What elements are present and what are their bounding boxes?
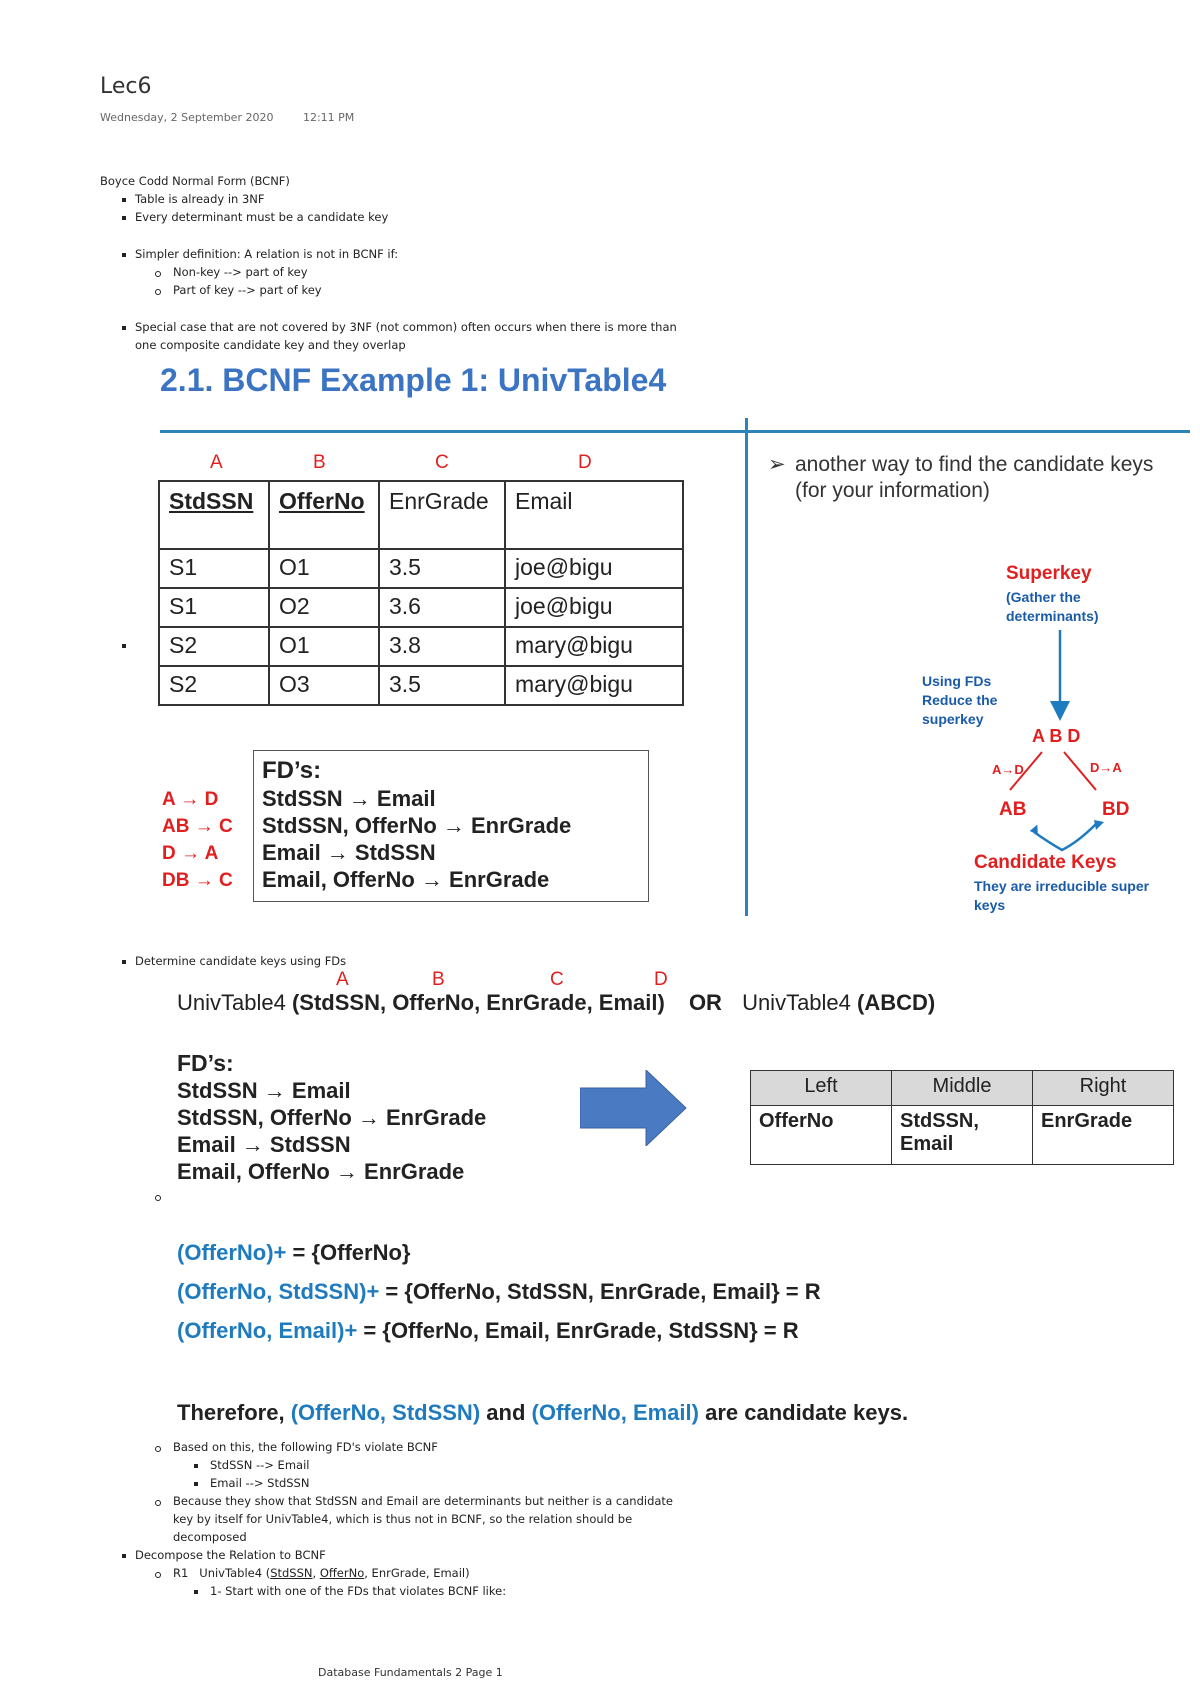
diagram-superkey: Superkey bbox=[1006, 563, 1092, 584]
column-label-d: D bbox=[578, 452, 592, 473]
table-header-cell: StdSSN bbox=[159, 481, 269, 549]
table-cell: S1 bbox=[159, 549, 269, 588]
note-violations: Based on this, the following FD's violate BCNF bbox=[173, 1440, 438, 1454]
fd-full-4: Email, OfferNo → EnrGrade bbox=[262, 867, 550, 892]
table-cell: O3 bbox=[269, 666, 379, 705]
table-header-row bbox=[751, 1071, 1174, 1106]
bullet-marker bbox=[122, 960, 126, 964]
right-arrow-icon bbox=[580, 1070, 690, 1146]
column-label-c: C bbox=[435, 452, 449, 473]
bullet-marker bbox=[122, 1554, 126, 1558]
bullet-marker bbox=[122, 216, 126, 220]
page-title: Lec6 bbox=[100, 74, 152, 99]
notes-heading: Boyce Codd Normal Form (BCNF) bbox=[100, 174, 290, 188]
sub-bullet-marker bbox=[155, 1500, 161, 1506]
table-cell: S2 bbox=[159, 627, 269, 666]
fd-short-3: D → A bbox=[162, 843, 219, 864]
page-date: Wednesday, 2 September 2020 bbox=[100, 111, 274, 124]
table-cell: StdSSN, Email bbox=[892, 1106, 1033, 1165]
diagram-arrows-icon bbox=[960, 620, 1160, 860]
column-label-d: D bbox=[654, 969, 668, 990]
column-label-b: B bbox=[313, 452, 326, 473]
sub-bullet-marker bbox=[155, 271, 161, 277]
table-cell: 3.5 bbox=[379, 549, 505, 588]
fd-full-3: Email → StdSSN bbox=[262, 840, 436, 865]
table-header-row bbox=[159, 481, 683, 549]
relation-line bbox=[177, 990, 935, 1016]
column-label-a: A bbox=[336, 969, 349, 990]
fd-full-1: StdSSN → Email bbox=[262, 786, 436, 811]
univtable4-table bbox=[158, 480, 684, 706]
note-violation-1: StdSSN --> Email bbox=[210, 1458, 310, 1472]
fd-full-2: StdSSN, OfferNo → EnrGrade bbox=[262, 813, 572, 838]
slide-divider-horizontal bbox=[160, 430, 1190, 433]
note-because-line1: Because they show that StdSSN and Email are determinants but neither is a candidate bbox=[173, 1494, 673, 1508]
diagram-right-fd: D→A bbox=[1090, 760, 1122, 775]
table-cell: 3.5 bbox=[379, 666, 505, 705]
relation-alt-name: UnivTable4 bbox=[742, 990, 851, 1015]
note-bullet-2: Every determinant must be a candidate key bbox=[135, 210, 389, 224]
relation-attrs: (StdSSN, OfferNo, EnrGrade, Email) bbox=[291, 990, 665, 1015]
bullet-marker bbox=[122, 198, 126, 202]
note-sub-bullet-3b: Part of key --> part of key bbox=[173, 283, 322, 297]
diagram-bd: BD bbox=[1102, 799, 1130, 820]
table-header-cell: Middle bbox=[892, 1071, 1033, 1106]
page-time: 12:11 PM bbox=[302, 111, 355, 124]
table-cell: 3.8 bbox=[379, 627, 505, 666]
note-sub-bullet-3a: Non-key --> part of key bbox=[173, 265, 308, 279]
closure-1: (OfferNo)+ = {OfferNo} bbox=[177, 1240, 411, 1265]
sub-bullet-marker bbox=[155, 1446, 161, 1452]
table-header-cell: Right bbox=[1033, 1071, 1174, 1106]
diagram-gather-note: (Gather the determinants) bbox=[1006, 589, 1099, 624]
note-bullet-4-line1: Special case that are not covered by 3NF (not common) often occurs when there is more than bbox=[135, 320, 677, 334]
fd-short-2: AB → C bbox=[162, 816, 233, 837]
table-row bbox=[751, 1106, 1174, 1165]
page-footer: Database Fundamentals 2 Page 1 bbox=[318, 1666, 503, 1679]
table-cell: O2 bbox=[269, 588, 379, 627]
bullet-marker bbox=[194, 1590, 198, 1594]
column-label-c: C bbox=[550, 969, 564, 990]
closure-3: (OfferNo, Email)+ = {OfferNo, Email, EnrGrade, StdSSN} = R bbox=[177, 1318, 799, 1343]
column-label-b: B bbox=[432, 969, 445, 990]
table-cell: mary@bigu bbox=[505, 627, 683, 666]
closure-2: (OfferNo, StdSSN)+ = {OfferNo, StdSSN, EnrGrade, Email} = R bbox=[177, 1279, 821, 1304]
fd-list-item-2: StdSSN, OfferNo → EnrGrade bbox=[177, 1105, 487, 1130]
table-cell: O1 bbox=[269, 627, 379, 666]
bullet-marker bbox=[194, 1464, 198, 1468]
table-cell: mary@bigu bbox=[505, 666, 683, 705]
fd-list-item-1: StdSSN → Email bbox=[177, 1078, 351, 1103]
relation-or: OR bbox=[688, 990, 722, 1015]
therefore-line: Therefore, (OfferNo, StdSSN) and (OfferNo, Email) are candidate keys. bbox=[177, 1400, 909, 1425]
table-cell: S2 bbox=[159, 666, 269, 705]
relation-alt-attrs: (ABCD) bbox=[857, 990, 936, 1015]
fd-list-title: FD’s: bbox=[177, 1050, 234, 1076]
note-because-line2: key by itself for UnivTable4, which is thus not in BCNF, so the relation should be bbox=[173, 1512, 633, 1526]
note-step1: 1- Start with one of the FDs that violates BCNF like: bbox=[210, 1584, 507, 1598]
diagram-using-fds-note: Using FDs Reduce the superkey bbox=[922, 673, 998, 727]
sub-bullet-marker bbox=[155, 1195, 161, 1201]
bullet-marker bbox=[194, 1482, 198, 1486]
table-cell: O1 bbox=[269, 549, 379, 588]
relation-name: UnivTable4 bbox=[177, 990, 286, 1015]
table-row bbox=[159, 549, 683, 588]
note-bullet-1: Table is already in 3NF bbox=[135, 192, 265, 206]
arrow-bullet-icon: ➢ bbox=[768, 453, 786, 476]
diagram-irreducible-note: They are irreducible super keys bbox=[974, 878, 1150, 913]
table-row bbox=[159, 666, 683, 705]
table-cell: 3.6 bbox=[379, 588, 505, 627]
table-header-cell: Left bbox=[751, 1071, 892, 1106]
slide-divider-vertical bbox=[745, 418, 748, 916]
note-bullet-4-line2: one composite candidate key and they overlap bbox=[135, 338, 406, 352]
fd-box-title: FD’s: bbox=[262, 757, 322, 784]
table-cell: OfferNo bbox=[751, 1106, 892, 1165]
note-decompose: Decompose the Relation to BCNF bbox=[135, 1548, 326, 1562]
fd-list-item-4: Email, OfferNo → EnrGrade bbox=[177, 1159, 465, 1184]
slide-title: 2.1. BCNF Example 1: UnivTable4 bbox=[160, 362, 667, 398]
fd-short-4-visible: DB → C bbox=[162, 870, 233, 891]
page-dateline bbox=[100, 111, 380, 124]
note-violation-2: Email --> StdSSN bbox=[210, 1476, 310, 1490]
column-label-a: A bbox=[210, 452, 223, 473]
fd-list-item-3: Email → StdSSN bbox=[177, 1132, 351, 1157]
table-header-cell: EnrGrade bbox=[379, 481, 505, 549]
bullet-marker bbox=[122, 253, 126, 257]
diagram-abd: A B D bbox=[1032, 726, 1081, 746]
candidate-keys-note: another way to find the candidate keys (for your information) bbox=[795, 453, 1154, 502]
diagram-candidate-keys: Candidate Keys bbox=[974, 852, 1117, 873]
table-row bbox=[159, 627, 683, 666]
note-r1: R1 UnivTable4 (StdSSN, OfferNo, EnrGrade, Email) bbox=[173, 1566, 470, 1580]
table-row bbox=[159, 588, 683, 627]
diagram-left-fd: A→D bbox=[992, 762, 1024, 777]
note-because-line3: decomposed bbox=[173, 1530, 247, 1544]
table-header-cell: OfferNo bbox=[269, 481, 379, 549]
table-cell: joe@bigu bbox=[505, 588, 683, 627]
note-bullet-3: Simpler definition: A relation is not in BCNF if: bbox=[135, 247, 399, 261]
fd-short-1: A → D bbox=[162, 789, 219, 810]
bullet-marker bbox=[122, 326, 126, 330]
table-header-cell: Email bbox=[505, 481, 683, 549]
sub-bullet-marker bbox=[155, 289, 161, 295]
table-cell: S1 bbox=[159, 588, 269, 627]
table-cell: joe@bigu bbox=[505, 549, 683, 588]
diagram-ab: AB bbox=[999, 799, 1027, 820]
table-cell: EnrGrade bbox=[1033, 1106, 1174, 1165]
left-middle-right-table bbox=[750, 1070, 1174, 1165]
note-bullet-5: Determine candidate keys using FDs bbox=[135, 954, 347, 968]
bullet-marker bbox=[122, 644, 126, 648]
sub-bullet-marker bbox=[155, 1572, 161, 1578]
